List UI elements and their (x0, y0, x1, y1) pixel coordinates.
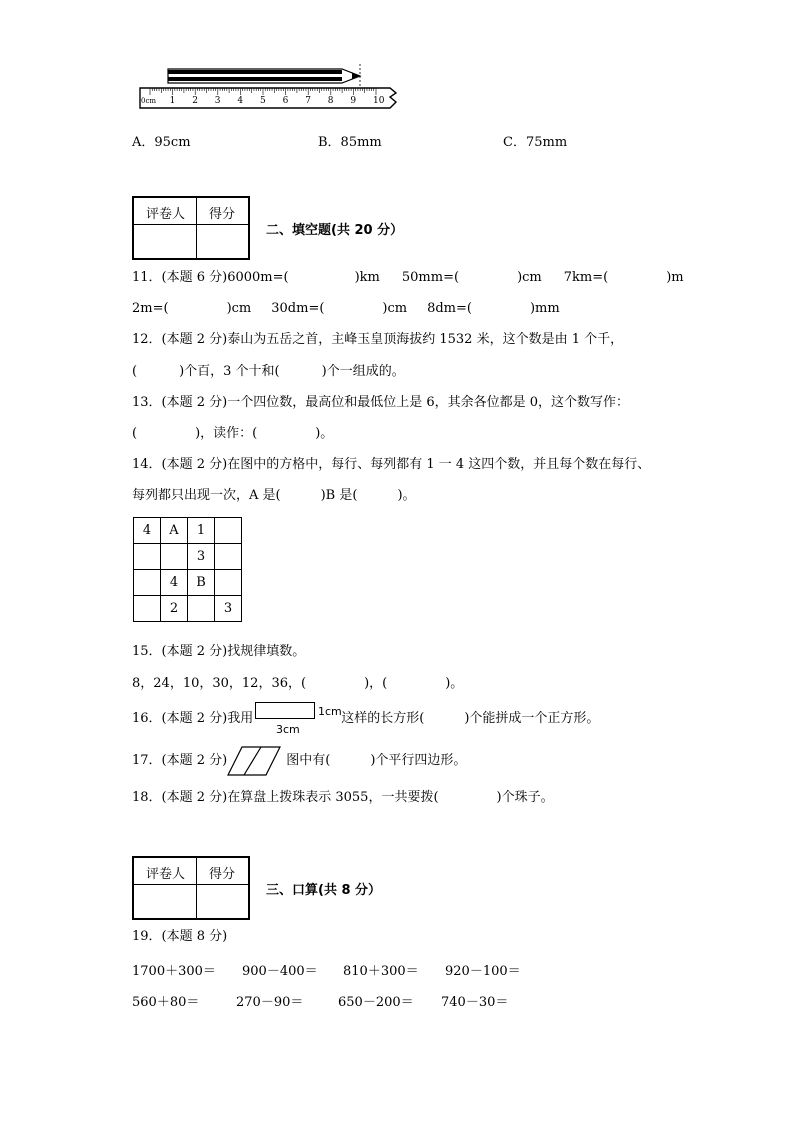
ruler-tick-label: 10 (373, 96, 385, 106)
calc-item: 920－100＝ (445, 964, 521, 979)
q14-line1: 14．(本题 2 分)在图中的方格中，每行、每列都有 1 一 4 这四个数，并且每个数在每行、 (132, 457, 651, 472)
q19-label: 19．(本题 8 分) (132, 929, 228, 944)
grid-row (134, 518, 242, 544)
score-label: 得分 (209, 207, 236, 222)
q16-line: 16．(本题 2 分)我用 这样的长方形( )个能拼成一个正方形。 (132, 711, 600, 726)
ruler-tick-label: 9 (350, 96, 357, 106)
ruler-tick-label: 5 (260, 96, 266, 106)
ruler-body (140, 88, 396, 108)
calc-item: 810＋300＝ (343, 964, 419, 979)
q11-line1: 11．(本题 6 分)6000m=( )km 50mm=( )cm 7km=( )m (132, 270, 684, 285)
grid-cell (215, 544, 242, 570)
latin-square-grid (133, 517, 242, 622)
grid-row (134, 596, 242, 622)
grid-cell: 4 (134, 518, 161, 544)
calc-item: 740－30＝ (441, 995, 509, 1010)
calc-item: 1700＋300＝ (132, 964, 216, 979)
grid-cell: B (188, 570, 215, 596)
ruler-tick-label: 6 (282, 96, 289, 106)
reviewer-label: 评卷人 (146, 867, 186, 882)
section2-title: 二、填空题(共 20 分） (266, 223, 404, 238)
grid-cell: 3 (215, 596, 242, 622)
calc-item: 270－90＝ (236, 995, 304, 1010)
grid-cell (215, 570, 242, 596)
q12-line1: 12．(本题 2 分)泰山为五岳之首，主峰玉皇顶海拔约 1532 米，这个数是由 1 个千， (132, 332, 624, 347)
rectangle-width-label: 3cm (276, 723, 300, 736)
pencil-bottom (168, 77, 342, 81)
calc-item: 560＋80＝ (132, 995, 200, 1010)
section3-title: 三、口算(共 8 分） (266, 883, 382, 898)
ruler-tick-label: 3 (214, 96, 221, 106)
calc-item: 900－400＝ (242, 964, 318, 979)
pencil-top (168, 70, 342, 74)
reviewer-label: 评卷人 (146, 207, 186, 222)
rectangle-height-label: 1cm (318, 705, 342, 718)
score-box-section2 (132, 196, 250, 260)
grid-cell (134, 544, 161, 570)
ruler-tick-label: 4 (237, 96, 244, 106)
ruler-unit-label: 0cm (141, 97, 157, 105)
choice-c: C．75mm (503, 135, 568, 150)
q17-line: 17．(本题 2 分) 图中有( )个平行四边形。 (132, 753, 467, 768)
q14-line2: 每列都只出现一次，A 是( )B 是( )。 (132, 488, 416, 503)
score-box-section3 (132, 856, 250, 920)
ruler-tick-label: 8 (327, 96, 334, 106)
q11-line2: 2m=( )cm 30dm=( )cm 8dm=( )mm (132, 301, 560, 316)
grid-cell: 1 (188, 518, 215, 544)
q12-line2: ( )个百，3 个十和( )个一组成的。 (132, 364, 405, 379)
grid-cell: 2 (161, 596, 188, 622)
grid-cell: A (161, 518, 188, 544)
ruler-tick-label: 1 (169, 96, 176, 106)
q13-line2: ( )，读作：( )。 (132, 426, 334, 441)
grid-cell (215, 518, 242, 544)
grid-cell (134, 596, 161, 622)
score-label: 得分 (209, 867, 236, 882)
grid-cell (161, 544, 188, 570)
q18-line: 18．(本题 2 分)在算盘上拨珠表示 3055，一共要拨( )个珠子。 (132, 790, 554, 805)
ruler-pencil-figure (138, 62, 400, 112)
grid-row (134, 570, 242, 596)
choice-b: B．85mm (318, 135, 382, 150)
ruler-svg (138, 62, 400, 112)
ruler-tick-label: 7 (305, 96, 311, 106)
q15-line1: 15．(本题 2 分)找规律填数。 (132, 644, 306, 659)
grid-cell: 3 (188, 544, 215, 570)
ruler-tick-label: 2 (192, 96, 198, 106)
choice-a: A．95cm (132, 135, 191, 150)
grid-cell (188, 596, 215, 622)
parallelogram-figure (226, 745, 282, 777)
calc-item: 650－200＝ (338, 995, 414, 1010)
grid-cell: 4 (161, 570, 188, 596)
grid-cell (134, 570, 161, 596)
grid-row (134, 544, 242, 570)
q15-line2: 8，24，10，30，12，36，( )，( )。 (132, 676, 464, 691)
rectangle-figure (255, 702, 315, 719)
q13-line1: 13．(本题 2 分)一个四位数，最高位和最低位上是 6，其余各位都是 0，这个数写作： (132, 395, 630, 410)
